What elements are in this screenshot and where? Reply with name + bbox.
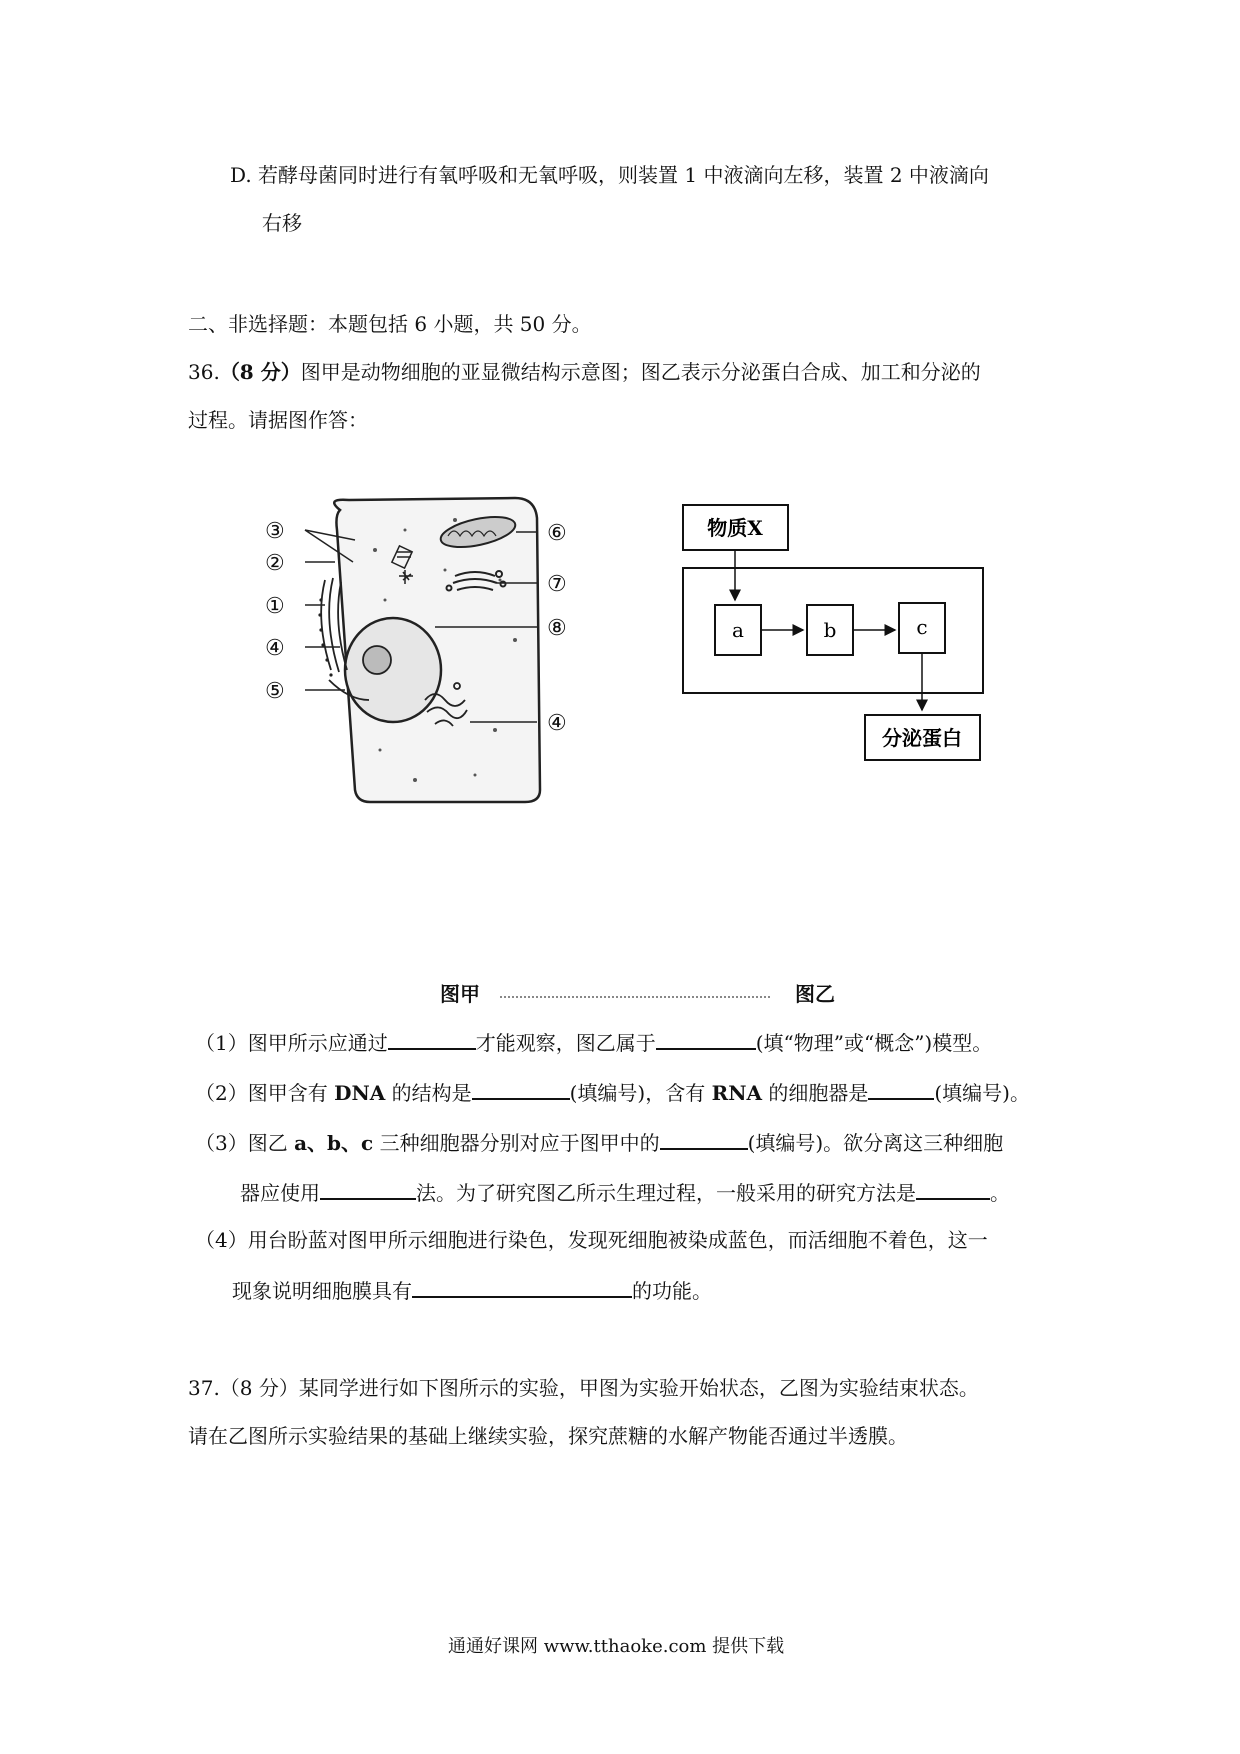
sub1-blank1[interactable] bbox=[388, 1030, 476, 1050]
secretory-protein-label: 分泌蛋白 bbox=[882, 726, 962, 750]
q36-sub3-line1 bbox=[195, 1130, 1003, 1153]
sub3-text2: 三种细胞器分别对应于图甲中的 bbox=[373, 1131, 660, 1155]
sub3-blank2[interactable] bbox=[320, 1180, 416, 1200]
page-footer: 通通好课网 www.tthaoke.com 提供下载 bbox=[448, 1636, 785, 1657]
sub3-text5: 法。为了研究图乙所示生理过程，一般采用的研究方法是 bbox=[416, 1181, 916, 1205]
sub2-text3: (填编号)，含有 bbox=[569, 1081, 712, 1105]
section-heading: 二、非选择题：本题包括 6 小题，共 50 分。 bbox=[188, 312, 592, 336]
caption-figure-a: 图甲 bbox=[440, 982, 480, 1006]
sub3-blank3[interactable] bbox=[916, 1180, 990, 1200]
sub3-text6: 。 bbox=[990, 1181, 1010, 1205]
box-c-label: c bbox=[916, 615, 928, 639]
sub2-rna: RNA bbox=[711, 1081, 762, 1105]
sub1-text3: (填“物理”或“概念”)模型。 bbox=[755, 1031, 993, 1055]
sub2-blank1[interactable] bbox=[472, 1080, 570, 1100]
label-1: ① bbox=[265, 594, 285, 619]
q36-number: 36. bbox=[188, 360, 220, 384]
figure-a-labels bbox=[265, 490, 605, 820]
label-4-left: ④ bbox=[265, 636, 285, 661]
label-6: ⑥ bbox=[547, 521, 567, 546]
sub1-number: （1） bbox=[195, 1031, 248, 1055]
option-d-line2: 右移 bbox=[262, 211, 302, 235]
label-7: ⑦ bbox=[547, 572, 567, 597]
box-a-label: a bbox=[732, 618, 744, 642]
caption-dotted-separator bbox=[500, 996, 770, 998]
sub1-blank2[interactable] bbox=[656, 1030, 756, 1050]
sub2-number: （2） bbox=[195, 1081, 248, 1105]
substance-x-label: 物质X bbox=[707, 516, 763, 540]
sub4-blank[interactable] bbox=[412, 1278, 632, 1298]
label-4-right: ④ bbox=[547, 711, 567, 736]
q36-sub2 bbox=[195, 1080, 1030, 1103]
sub2-blank2[interactable] bbox=[868, 1080, 934, 1100]
sub3-abc: a、b、c bbox=[294, 1131, 374, 1155]
q36-sub1 bbox=[195, 1030, 992, 1053]
box-b-label: b bbox=[823, 618, 837, 642]
option-d-line1: D. 若酵母菌同时进行有氧呼吸和无氧呼吸，则装置 1 中液滴向左移，装置 2 中液滴向 bbox=[230, 163, 989, 187]
q36-sub3-line2 bbox=[240, 1180, 1010, 1203]
label-8: ⑧ bbox=[547, 616, 567, 641]
q36-stem-line1 bbox=[188, 362, 981, 382]
sub4-text2: 现象说明细胞膜具有 bbox=[232, 1279, 412, 1303]
sub3-number: （3） bbox=[195, 1131, 248, 1155]
q36-score: （8 分） bbox=[219, 360, 301, 384]
q37-line2: 请在乙图所示实验结果的基础上继续实验，探究蔗糖的水解产物能否通过半透膜。 bbox=[188, 1424, 908, 1448]
sub3-text3: (填编号)。欲分离这三种细胞 bbox=[747, 1131, 1004, 1155]
sub3-blank1[interactable] bbox=[660, 1130, 748, 1150]
q36-sub4-line1 bbox=[195, 1230, 988, 1250]
sub2-text5: (填编号)。 bbox=[934, 1081, 1030, 1105]
caption-figure-b: 图乙 bbox=[795, 982, 835, 1006]
sub2-text4: 的细胞器是 bbox=[762, 1081, 869, 1105]
sub2-text1: 图甲含有 bbox=[247, 1081, 335, 1105]
sub2-dna: DNA bbox=[334, 1081, 386, 1105]
figure-b-flow-diagram bbox=[675, 500, 995, 770]
label-2: ② bbox=[265, 551, 285, 576]
sub4-number: （4） bbox=[195, 1228, 248, 1252]
sub2-text2: 的结构是 bbox=[385, 1081, 472, 1105]
sub1-text1: 图甲所示应通过 bbox=[247, 1031, 388, 1055]
label-3: ③ bbox=[265, 519, 285, 544]
q37-line1: 37.（8 分）某同学进行如下图所示的实验，甲图为实验开始状态，乙图为实验结束状态。 bbox=[188, 1376, 979, 1400]
sub3-text4: 器应使用 bbox=[240, 1181, 320, 1205]
q36-stem-line2: 过程。请据图作答： bbox=[188, 408, 368, 432]
q36-sub4-line2 bbox=[232, 1278, 712, 1301]
sub4-text3: 的功能。 bbox=[632, 1279, 712, 1303]
q36-stem-text: 图甲是动物细胞的亚显微结构示意图；图乙表示分泌蛋白合成、加工和分泌的 bbox=[300, 360, 981, 384]
sub4-text1: 用台盼蓝对图甲所示细胞进行染色，发现死细胞被染成蓝色，而活细胞不着色，这一 bbox=[247, 1228, 988, 1252]
sub1-text2: 才能观察，图乙属于 bbox=[475, 1031, 656, 1055]
label-5: ⑤ bbox=[265, 679, 285, 704]
sub3-text1: 图乙 bbox=[247, 1131, 295, 1155]
